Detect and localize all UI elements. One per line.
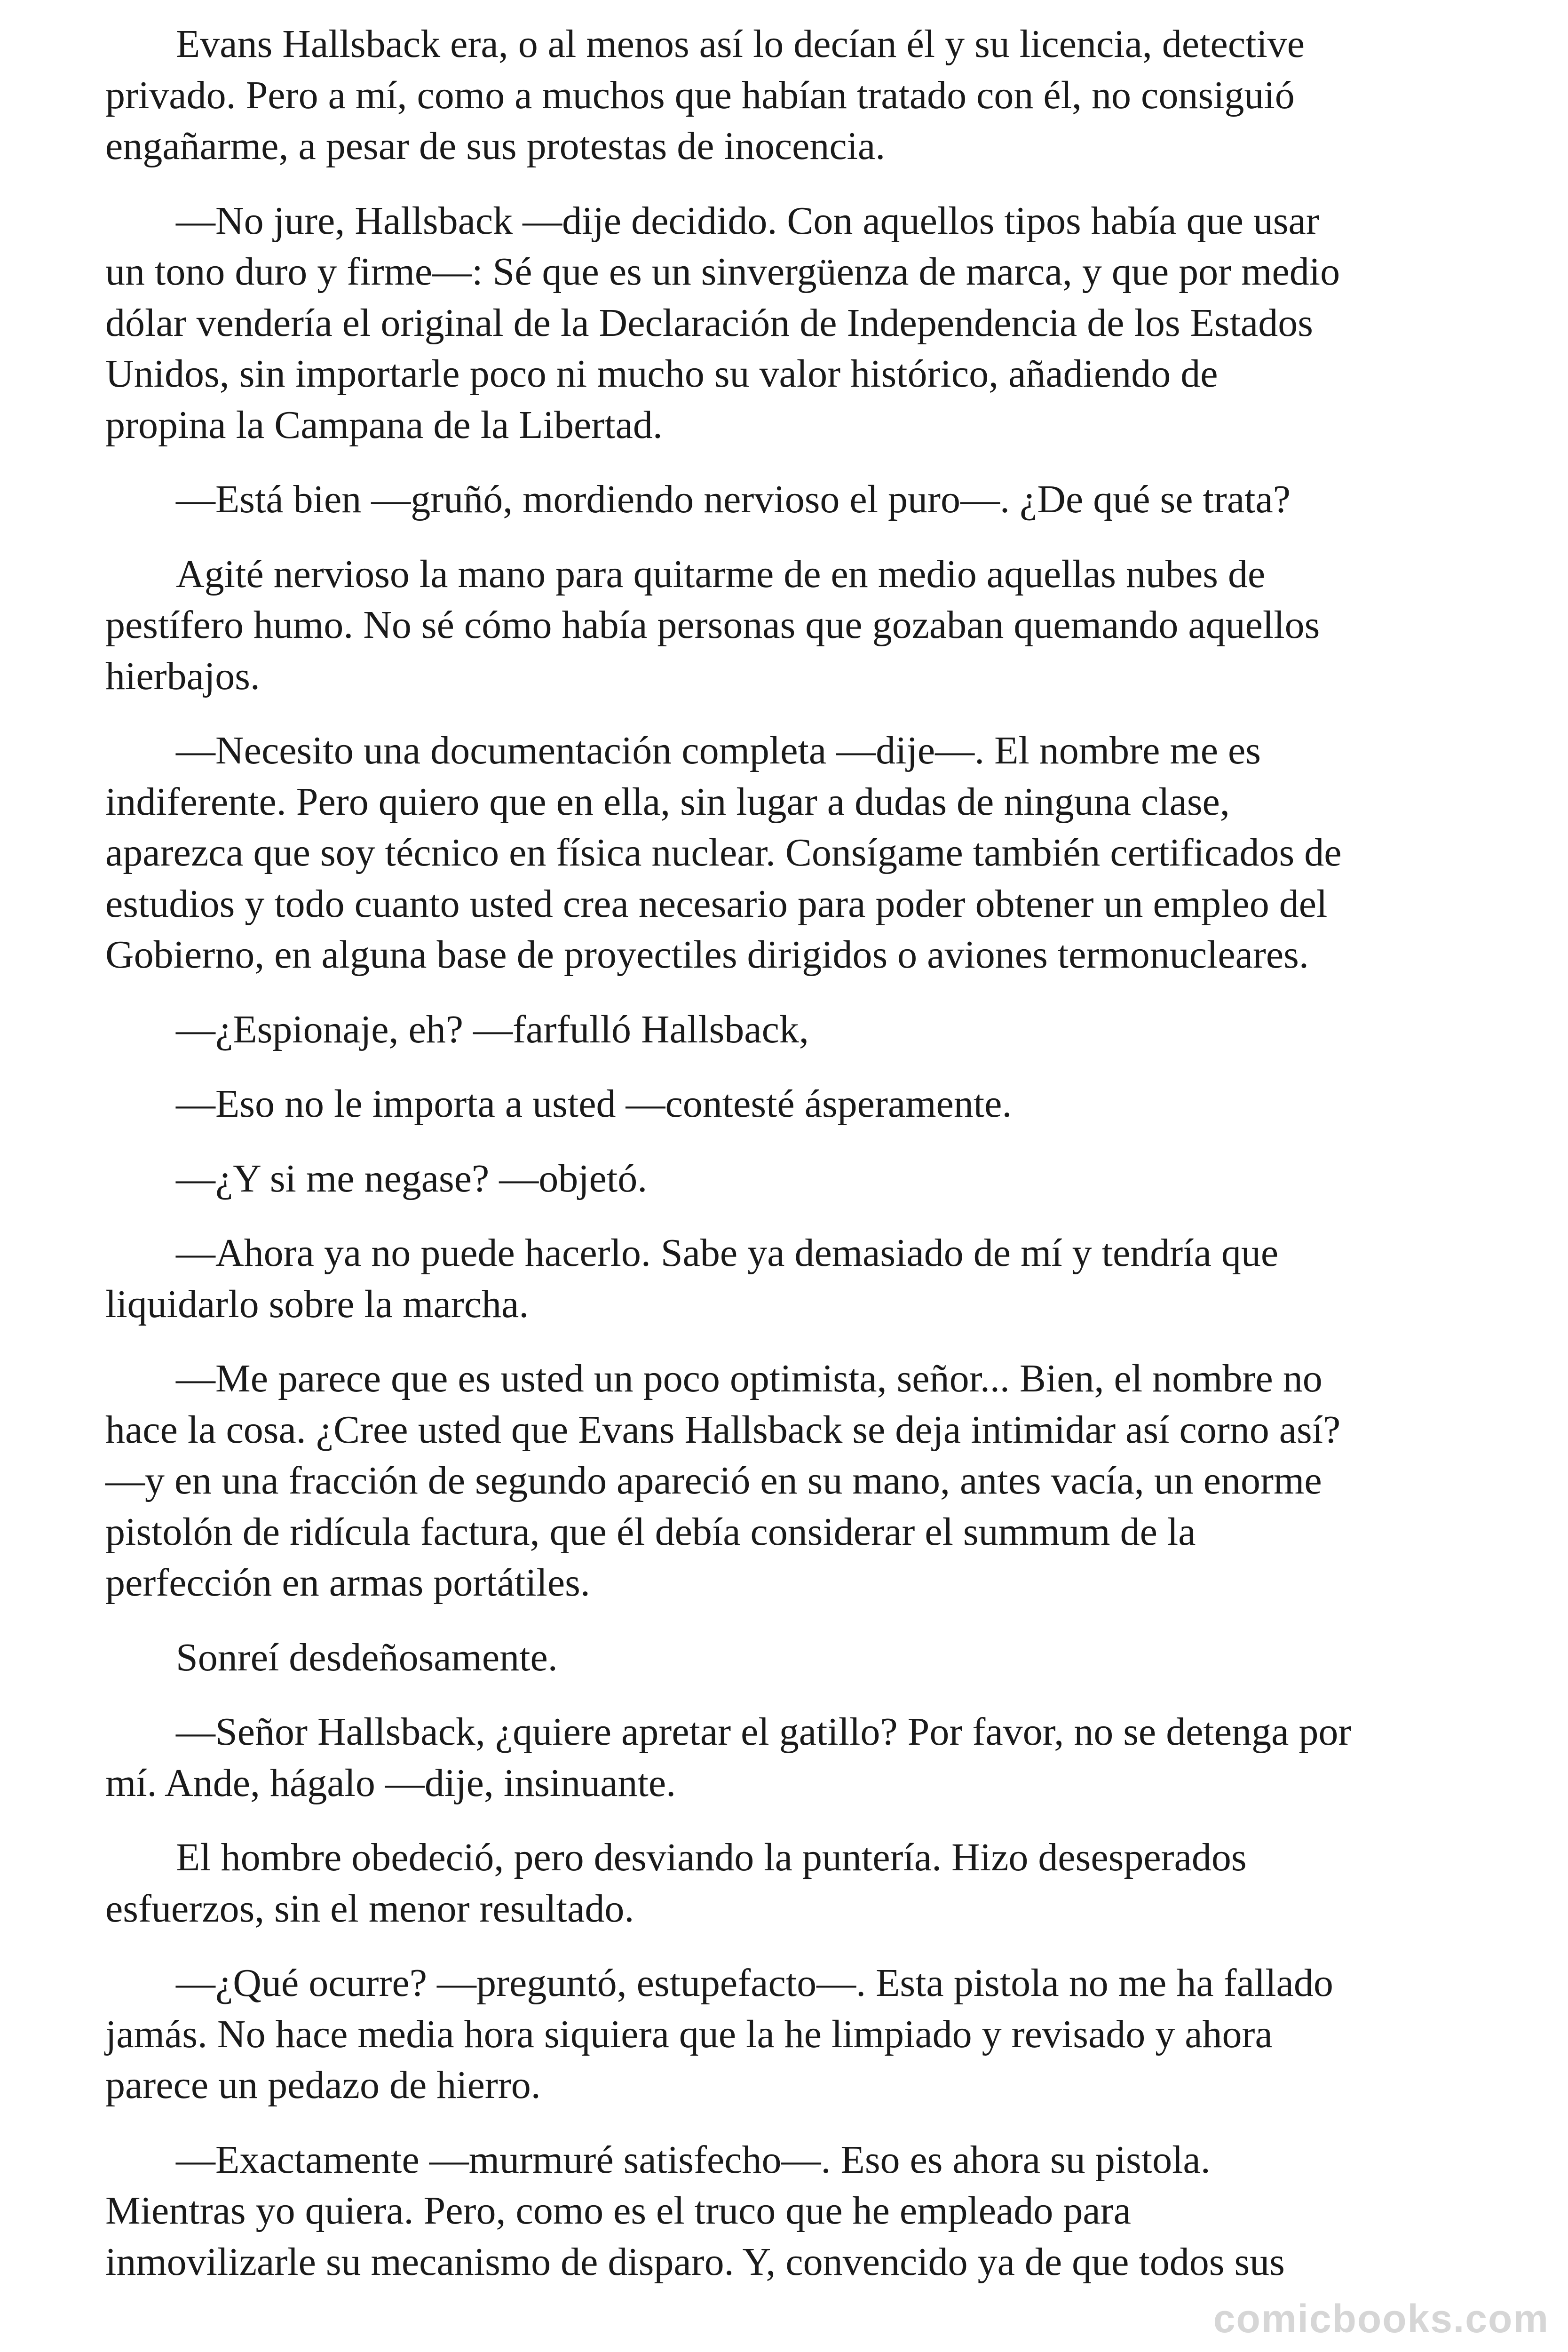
watermark: comicbooks.com <box>1213 2296 1549 2341</box>
text-line: Sonreí desdeñosamente. <box>176 1635 558 1679</box>
text-line: —Necesito una documentación completa —dije—. El nombre me es <box>176 729 1261 772</box>
paragraph <box>105 1832 1479 1934</box>
text-line: engañarme, a pesar de sus protestas de inocencia. <box>105 124 886 168</box>
paragraph <box>105 1632 1479 1684</box>
paragraph <box>105 1353 1479 1609</box>
paragraph <box>105 1228 1479 1330</box>
text-line: dólar vendería el original de la Declaración de Independencia de los Estados <box>105 301 1313 345</box>
paragraph <box>105 474 1479 525</box>
text-line: —Ahora ya no puede hacerlo. Sabe ya demasiado de mí y tendría que <box>176 1231 1279 1275</box>
text-line: liquidarlo sobre la marcha. <box>105 1282 529 1326</box>
text-line: —Exactamente —murmuré satisfecho—. Eso es ahora su pistola. <box>176 2137 1211 2182</box>
text-line: —y en una fracción de segundo apareció en su mano, antes vacía, un enorme <box>105 1459 1322 1502</box>
text-line: estudios y todo cuanto usted crea necesario para poder obtener un empleo del <box>105 882 1328 926</box>
text-line: Mientras yo quiera. Pero, como es el truco que he empleado para <box>105 2189 1131 2233</box>
paragraph <box>105 196 1479 451</box>
paragraph <box>105 1004 1479 1056</box>
paragraph <box>105 1958 1479 2111</box>
text-line: Unidos, sin importarle poco ni mucho su valor histórico, añadiendo de <box>105 352 1218 396</box>
text-line: pestífero humo. No sé cómo había personas que gozaban quemando aquellos <box>105 603 1320 647</box>
paragraph <box>105 19 1479 172</box>
text-line: inmovilizarle su mecanismo de disparo. Y, convencido ya de que todos sus <box>105 2240 1285 2284</box>
text-line: propina la Campana de la Libertad. <box>105 403 663 447</box>
text-line: Agité nervioso la mano para quitarme de en medio aquellas nubes de <box>176 552 1266 596</box>
text-line: un tono duro y firme—: Sé que es un sinvergüenza de marca, y que por medio <box>105 250 1340 294</box>
text-line: parece un pedazo de hierro. <box>105 2063 541 2107</box>
text-line: aparezca que soy técnico en física nuclear. Consígame también certificados de <box>105 831 1342 874</box>
text-line: jamás. No hace media hora siquiera que la he limpiado y revisado y ahora <box>105 2012 1273 2056</box>
paragraph <box>105 1707 1479 1809</box>
text-line: hierbajos. <box>105 654 260 698</box>
text-line: Evans Hallsback era, o al menos así lo decían él y su licencia, detective <box>176 22 1305 66</box>
paragraph <box>105 725 1479 981</box>
text-line: privado. Pero a mí, como a muchos que habían tratado con él, no consiguió <box>105 73 1295 117</box>
paragraph <box>105 1079 1479 1130</box>
text-line: esfuerzos, sin el menor resultado. <box>105 1886 634 1931</box>
paragraph <box>105 2135 1479 2288</box>
text-line: hace la cosa. ¿Cree usted que Evans Hallsback se deja intimidar así corno así? <box>105 1407 1341 1452</box>
text-line: —Señor Hallsback, ¿quiere apretar el gatillo? Por favor, no se detenga por <box>176 1710 1352 1754</box>
text-line: mí. Ande, hágalo —dije, insinuante. <box>105 1761 676 1805</box>
paragraph <box>105 1153 1479 1205</box>
text-line: —¿Y si me negase? —objetó. <box>176 1156 648 1200</box>
text-line: —Eso no le importa a usted —contesté ásperamente. <box>176 1082 1012 1126</box>
text-line: El hombre obedeció, pero desviando la puntería. Hizo desesperados <box>176 1836 1247 1879</box>
text-line: —¿Espionaje, eh? —farfulló Hallsback, <box>176 1007 809 1051</box>
text-line: Gobierno, en alguna base de proyectiles dirigidos o aviones termonucleares. <box>105 933 1309 977</box>
text-line: —Está bien —gruñó, mordiendo nervioso el puro—. ¿De qué se trata? <box>176 477 1291 521</box>
paragraph <box>105 549 1479 702</box>
text-line: —No jure, Hallsback —dije decidido. Con aquellos tipos había que usar <box>176 199 1319 243</box>
text-line: pistolón de ridícula factura, que él debía considerar el summum de la <box>105 1510 1196 1554</box>
text-line: indiferente. Pero quiero que en ella, sin lugar a dudas de ninguna clase, <box>105 779 1230 824</box>
text-line: perfección en armas portátiles. <box>105 1561 590 1605</box>
text-line: —¿Qué ocurre? —preguntó, estupefacto—. Esta pistola no me ha fallado <box>176 1961 1333 2005</box>
text-line: —Me parece que es usted un poco optimista, señor... Bien, el nombre no <box>176 1357 1323 1400</box>
